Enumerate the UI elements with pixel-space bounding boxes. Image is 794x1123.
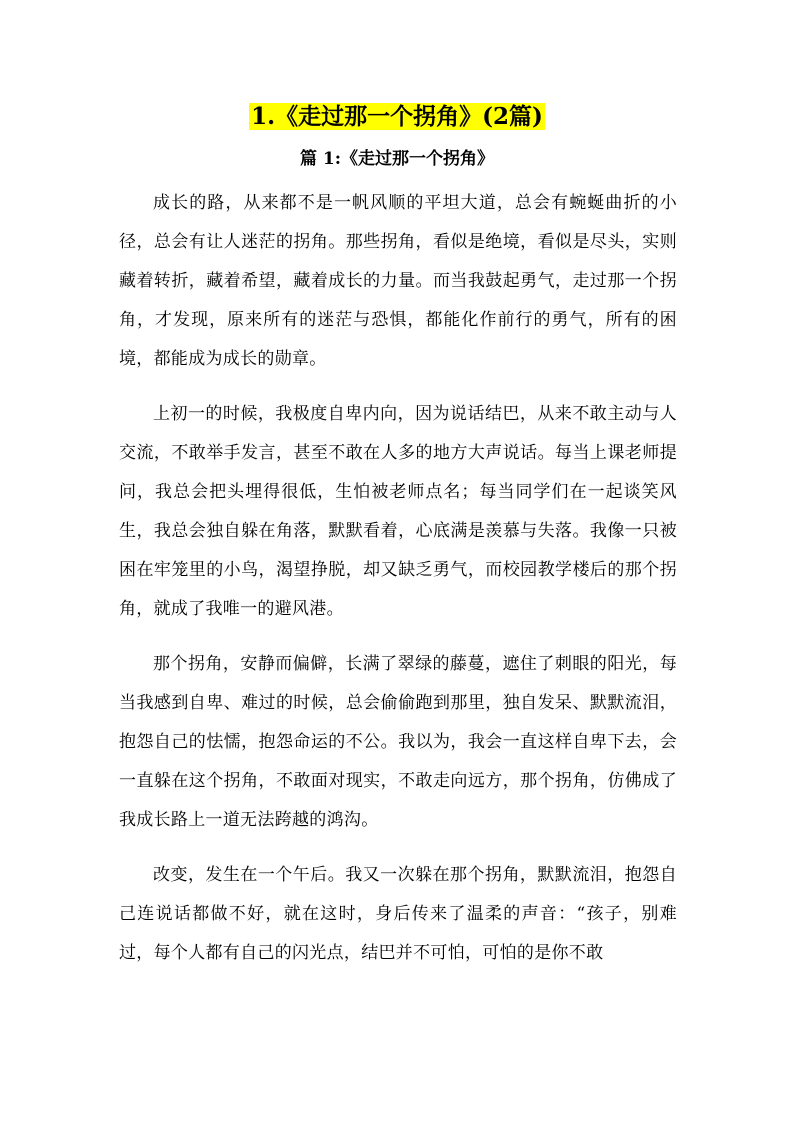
paragraph-3: 那个拐角，安静而偏僻，长满了翠绿的藤蔓，遮住了刺眼的阳光，每当我感到自卑、难过的时候，总会偷偷跑到那里，独自发呆、默默流泪，抱怨自己的怯懦，抱怨命运的不公。我以为，我会一直这样自卑下去，会一直躲在这个拐角，不敢面对现实，不敢走向远方，那个拐角，仿佛成了我成长路上一道无法跨越的鸿沟。 [119, 654, 677, 830]
document-title [0, 98, 794, 136]
paragraph-4: 改变，发生在一个午后。我又一次躲在那个拐角，默默流泪，抱怨自己连说话都做不好，就在这时，身后传来了温柔的声音：“孩子，别难过，每个人都有自己的闪光点，结巴并不可怕，可怕的是你不敢 [119, 865, 677, 963]
document-title-highlight: 1.《走过那一个拐角》(2篇) [251, 103, 543, 130]
paragraph-2: 上初一的时候，我极度自卑内向，因为说话结巴，从来不敢主动与人交流，不敢举手发言，甚至不敢在人多的地方大声说话。每当上课老师提问，我总会把头埋得很低，生怕被老师点名；每当同学们在一起谈笑风生，我总会独自躲在角落，默默看着，心底满是羡慕与失落。我像一只被困在牢笼里的小鸟，渴望挣脱，却又缺乏勇气，而校园教学楼后的那个拐角，就成了我唯一的避风港。 [119, 404, 677, 619]
paragraph-1: 成长的路，从来都不是一帆风顺的平坦大道，总会有蜿蜒曲折的小径，总会有让人迷茫的拐角。那些拐角，看似是绝境，看似是尽头，实则藏着转折，藏着希望，藏着成长的力量。而当我鼓起勇气，走过那一个拐角，才发现，原来所有的迷茫与恐惧，都能化作前行的勇气，所有的困境，都能成为成长的勋章。 [119, 193, 677, 369]
document-subtitle: 篇 1:《走过那一个拐角》 [299, 149, 495, 169]
document-body [119, 184, 677, 989]
